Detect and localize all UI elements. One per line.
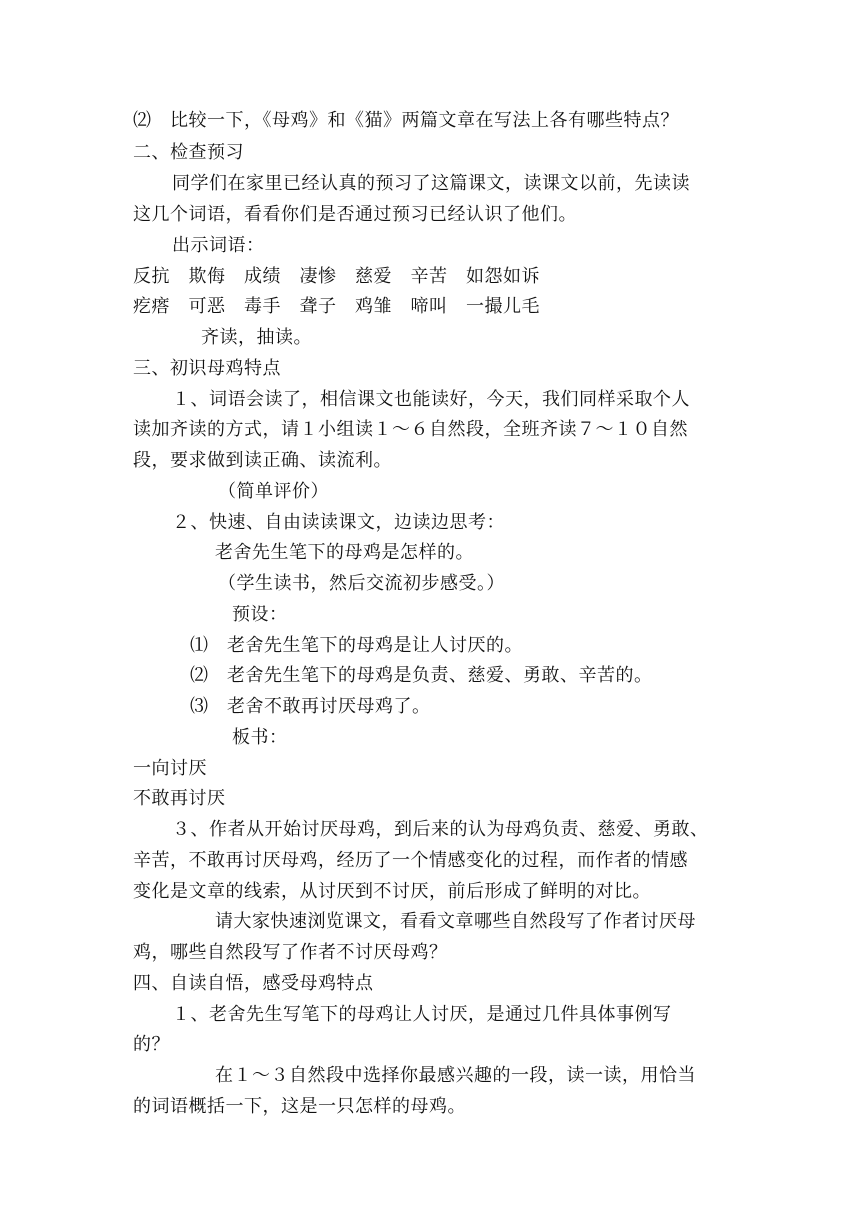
- blackboard-item-1: 一向讨厌: [133, 758, 207, 779]
- vocabulary-row-1: 反抗 欺侮 成绩 凄惨 慈爱 辛苦 如怨如诉: [133, 266, 540, 287]
- paragraph-line: １、老舍先生写笔下的母鸡让人讨厌，是通过几件具体事例写: [172, 1004, 672, 1025]
- section-4-heading: 四、自读自悟，感受母鸡特点: [133, 973, 374, 994]
- paragraph-line: （简单评价）: [218, 481, 329, 502]
- paragraph-line: ３、作者从开始讨厌母鸡，到后来的认为母鸡负责、慈爱、勇敢、: [172, 819, 709, 840]
- vocabulary-row-2: 疙瘩 可恶 毒手 聋子 鸡雏 啼叫 一撮儿毛: [133, 296, 540, 317]
- paragraph-line: 变化是文章的线索，从讨厌到不讨厌，前后形成了鲜明的对比。: [133, 881, 651, 902]
- preset-item-2: ⑵ 老舍先生笔下的母鸡是负责、慈爱、勇敢、辛苦的。: [190, 665, 653, 686]
- preset-item-1: ⑴ 老舍先生笔下的母鸡是让人讨厌的。: [190, 635, 523, 656]
- section-2-heading: 二、检查预习: [133, 142, 244, 163]
- paragraph-line: 段，要求做到读正确、读流利。: [133, 450, 392, 471]
- paragraph-line: 板书：: [232, 727, 288, 748]
- blackboard-item-2: 不敢再讨厌: [133, 788, 226, 809]
- paragraph-line: 同学们在家里已经认真的预习了这篇课文，读课文以前，先读读: [172, 173, 690, 194]
- question-2-line: ⑵ 比较一下，《母鸡》和《猫》两篇文章在写法上各有哪些特点？: [133, 110, 679, 131]
- paragraph-line: 齐读，抽读。: [201, 327, 312, 348]
- paragraph-line: 请大家快速浏览课文，看看文章哪些自然段写了作者讨厌母: [215, 911, 696, 932]
- paragraph-line: 读加齐读的方式，请１小组读１～６自然段，全班齐读７～１０自然: [133, 419, 688, 440]
- paragraph-line: 鸡，哪些自然段写了作者不讨厌母鸡？: [133, 942, 448, 963]
- paragraph-line: 的？: [133, 1034, 170, 1055]
- paragraph-line: （学生读书，然后交流初步感受。）: [218, 573, 505, 594]
- paragraph-line: 老舍先生笔下的母鸡是怎样的。: [215, 542, 474, 563]
- paragraph-line: 辛苦，不敢再讨厌母鸡，经历了一个情感变化的过程，而作者的情感: [133, 850, 688, 871]
- paragraph-line: 预设：: [232, 604, 288, 625]
- paragraph-line: 出示词语：: [172, 235, 265, 256]
- paragraph-line: 的词语概括一下，这是一只怎样的母鸡。: [133, 1096, 466, 1117]
- paragraph-line: １、词语会读了，相信课文也能读好，今天，我们同样采取个人: [172, 389, 690, 410]
- paragraph-line: 在１～３自然段中选择你最感兴趣的一段，读一读，用恰当: [215, 1065, 696, 1086]
- paragraph-line: 这几个词语，看看你们是否通过预习已经认识了他们。: [133, 204, 577, 225]
- paragraph-line: ２、快速、自由读读课文，边读边思考：: [172, 512, 505, 533]
- section-3-heading: 三、初识母鸡特点: [133, 358, 281, 379]
- preset-item-3: ⑶ 老舍不敢再讨厌母鸡了。: [190, 696, 431, 717]
